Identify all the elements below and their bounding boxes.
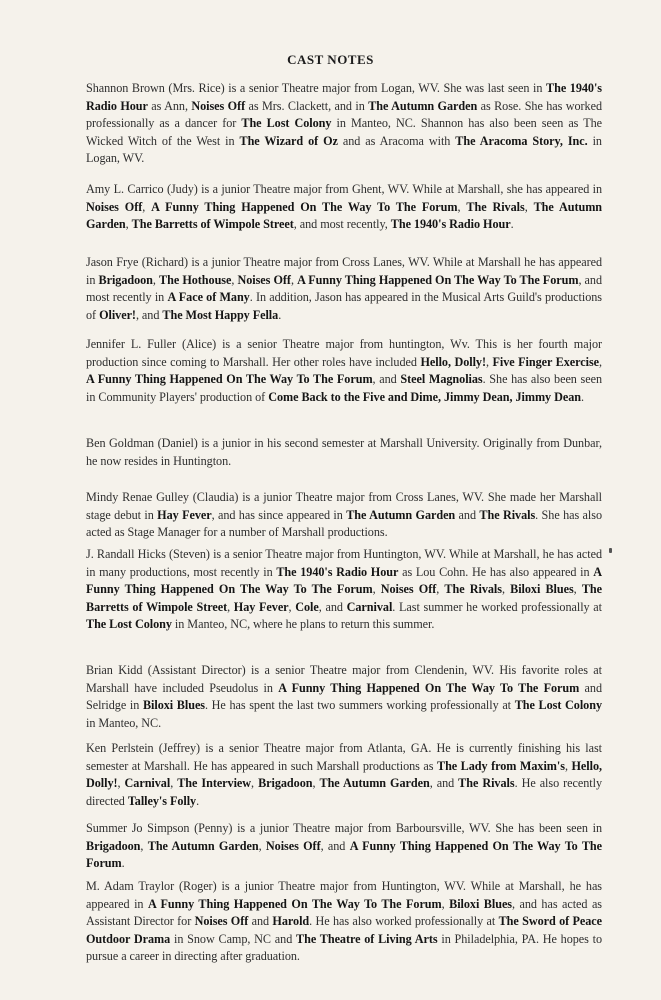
production-title: Noises Off (194, 914, 249, 929)
production-title: Come Back to the Five and Dime, Jimmy Dean, Jimmy Dean (268, 389, 581, 404)
production-title: The Autumn Garden (346, 507, 456, 522)
note-text: M. Adam Traylor (Roger) is a junior Theatre major from Huntington, WV. While at Marshall, he has appeared in (86, 879, 602, 911)
note-text: , (436, 582, 445, 597)
production-title: Hello, Dolly! (86, 758, 602, 791)
note-text: , and has acted as Assistant Director for (86, 896, 603, 929)
production-title: The Rivals (466, 199, 525, 214)
stray-mark (609, 548, 612, 553)
note-text: , and most recently, (293, 217, 391, 232)
note-text: Ben Goldman (Daniel) is a junior in his second semester at Marshall University. Originally from Dunbar, he now resides in Huntington. (86, 436, 602, 468)
note-text: Mindy Renae Gulley (Claudia) is a junior Theatre major from Cross Lanes, WV. She made her Marshall stage debut in (86, 490, 602, 522)
production-title: Hay Fever (233, 599, 289, 614)
production-title: Carnival (346, 599, 393, 614)
production-title: Brigadoon (98, 272, 153, 287)
note-text: , (441, 896, 450, 911)
production-title: The Lost Colony (86, 617, 172, 632)
production-title: Hay Fever (157, 507, 212, 522)
note-text: . In addition, Jason has appeared in the Musical Arts Guild's productions of (86, 290, 602, 322)
note-text: in Snow Camp, NC and (170, 931, 297, 946)
production-title: The 1940's Radio Hour (86, 81, 602, 113)
production-title: A Funny Thing Happened On The Way To The Forum (278, 680, 580, 695)
note-text: , (170, 776, 178, 791)
note-text: in Manteo, NC. Shannon has also been seen as The Wicked Witch of the West in (86, 116, 603, 148)
note-text: , (142, 199, 152, 214)
production-title: Oliver! (99, 307, 136, 322)
cast-note (86, 80, 602, 168)
cast-note (86, 662, 602, 732)
production-title: The Autumn Garden (319, 776, 430, 791)
production-title: Noises Off (265, 838, 321, 853)
cast-note (86, 820, 602, 873)
production-title: The Sword of Peace Outdoor Drama (86, 914, 602, 946)
note-text: , and (135, 307, 163, 322)
cast-note (86, 546, 602, 634)
cast-note (86, 181, 602, 234)
cast-note (86, 336, 602, 406)
production-title: The Autumn Garden (86, 199, 603, 232)
production-title: Noises Off (380, 582, 437, 597)
cast-note (86, 435, 602, 470)
note-text: as Lou Cohn. He has also appeared in (398, 564, 594, 579)
note-text: in Manteo, NC. (86, 715, 162, 730)
note-text: Brian Kidd (Assistant Director) is a senior Theatre major from Clendenin, WV. His favorite roles at Marshall have included Pseudolus in (86, 663, 602, 695)
production-title: A Funny Thing Happened On The Way To The Forum (297, 272, 579, 287)
note-text: , (312, 776, 320, 791)
note-text: , (372, 582, 381, 597)
production-title: The Rivals (479, 507, 536, 522)
production-title: Biloxi Blues (449, 896, 512, 911)
note-text: . (196, 793, 200, 808)
note-text: , (231, 272, 238, 287)
production-title: The Barretts of Wimpole Street (86, 582, 603, 614)
note-text: and Selridge in (86, 680, 602, 713)
note-text: , (125, 217, 132, 232)
note-text: , (140, 838, 148, 853)
note-text: , (227, 599, 234, 614)
production-title: A Funny Thing Happened On The Way To The Forum (86, 372, 373, 387)
cast-note (86, 489, 602, 542)
note-text: . She has also acted as Stage Manager for a number of Marshall productions. (86, 507, 602, 540)
production-title: Harold (272, 914, 310, 929)
production-title: The 1940's Radio Hour (276, 564, 399, 579)
production-title: A Funny Thing Happened On The Way To The Forum (86, 838, 602, 871)
note-text: . (121, 856, 125, 871)
note-text: in Philadelphia, PA. He hopes to pursue a career in directing after graduation. (86, 931, 602, 964)
note-text: , (564, 758, 572, 773)
note-text: Shannon Brown (Mrs. Rice) is a senior Theatre major from Logan, WV. She was last seen in (86, 81, 547, 95)
note-text: , and has since appeared in (211, 507, 347, 522)
production-title: The Aracoma Story, Inc. (455, 133, 588, 148)
production-title: Steel Magnolias (400, 372, 483, 387)
note-text: as Ann, (147, 98, 192, 113)
note-text: . She has also been seen in Community Players' production of (86, 372, 603, 404)
note-text: . He has also worked professionally at (309, 914, 499, 929)
production-title: Biloxi Blues (510, 582, 574, 597)
production-title: Noises Off (191, 98, 246, 113)
note-text: , and most recently in (86, 272, 603, 305)
note-text: in Manteo, NC, where he plans to return this summer. (171, 617, 435, 632)
production-title: Noises Off (237, 272, 291, 287)
production-title: Carnival (124, 776, 171, 791)
note-text: J. Randall Hicks (Steven) is a senior Theatre major from Huntington, WV. While at Marshall, he has acted in many productions, most recently in (86, 547, 602, 579)
note-text: and (455, 507, 480, 522)
production-title: The 1940's Radio Hour (390, 217, 511, 232)
production-title: The Interview (177, 776, 252, 791)
note-text: as Rose. She has worked professionally as a dancer for (86, 98, 603, 131)
note-text: Jennifer L. Fuller (Alice) is a senior Theatre major from huntington, Wv. This is her fourth major production since coming to Marshall. Her other roles have included (86, 337, 602, 369)
note-text: , (485, 354, 493, 369)
note-text: Jason Frye (Richard) is a junior Theatre major from Cross Lanes, WV. While at Marshall he has appeared in (86, 255, 602, 287)
note-text: , (258, 838, 266, 853)
note-text: as Mrs. Clackett, and in (245, 98, 369, 113)
production-title: The Autumn Garden (368, 98, 478, 113)
cast-note (86, 878, 602, 966)
production-title: The Lost Colony (241, 116, 332, 131)
production-title: The Rivals (458, 776, 515, 791)
production-title: Brigadoon (258, 776, 313, 791)
production-title: The Wizard of Oz (239, 133, 338, 148)
note-text: . He also recently directed (86, 776, 602, 808)
note-text: Amy L. Carrico (Judy) is a junior Theatre major from Ghent, WV. While at Marshall, she has appeared in (86, 182, 602, 196)
note-text: , and (429, 776, 459, 791)
note-text: Summer Jo Simpson (Penny) is a junior Theatre major from Barboursville, WV. She has been seen in (86, 821, 602, 835)
production-title: A Funny Thing Happened On The Way To The Forum (151, 199, 458, 214)
note-text: . (278, 307, 282, 322)
note-text: , (524, 199, 534, 214)
production-title: The Lost Colony (514, 698, 602, 713)
production-title: A Funny Thing Happened On The Way To The Forum (86, 564, 602, 597)
note-text: Ken Perlstein (Jeffrey) is a senior Theatre major from Atlanta, GA. He is currently finishing his last semester at Marshall. He has appeared in such Marshall productions as (86, 741, 602, 773)
production-title: Hello, Dolly! (420, 354, 486, 369)
note-text: . (580, 389, 584, 404)
note-text: , (501, 582, 511, 597)
note-text: and as Aracoma with (337, 133, 456, 148)
note-text: , and (320, 838, 350, 853)
note-text: , (152, 272, 160, 287)
production-title: The Barretts of Wimpole Street (131, 217, 294, 232)
production-title: Talley's Folly (127, 793, 197, 808)
production-title: A Face of Many (167, 290, 250, 305)
note-text: , (288, 599, 296, 614)
production-title: A Funny Thing Happened On The Way To The Forum (147, 896, 442, 911)
note-text: , (117, 776, 125, 791)
note-text: in Logan, WV. (86, 133, 602, 166)
note-text: . (510, 217, 514, 232)
page-title: CAST NOTES (287, 52, 374, 67)
note-text: , (251, 776, 259, 791)
production-title: The Lady from Maxim's (436, 758, 565, 773)
note-text: , and (318, 599, 347, 614)
note-text: , (290, 272, 298, 287)
production-title: The Rivals (444, 582, 502, 597)
production-title: The Most Happy Fella (162, 307, 279, 322)
note-text: and (248, 914, 273, 929)
production-title: The Theatre of Living Arts (296, 931, 438, 946)
production-title: Five Finger Exercise (492, 354, 599, 369)
note-text: , (457, 199, 467, 214)
production-title: The Hothouse (159, 272, 232, 287)
production-title: Brigadoon (86, 838, 141, 853)
note-text: , (599, 354, 602, 369)
production-title: Noises Off (86, 199, 143, 214)
note-text: . He has spent the last two summers working professionally at (205, 698, 515, 713)
production-title: Biloxi Blues (142, 698, 205, 713)
note-text: , (573, 582, 582, 597)
note-text: , and (372, 372, 401, 387)
cast-note (86, 740, 602, 810)
production-title: Cole (295, 599, 319, 614)
cast-note (86, 254, 602, 324)
production-title: The Autumn Garden (147, 838, 259, 853)
note-text: . Last summer he worked professionally at (392, 599, 602, 614)
